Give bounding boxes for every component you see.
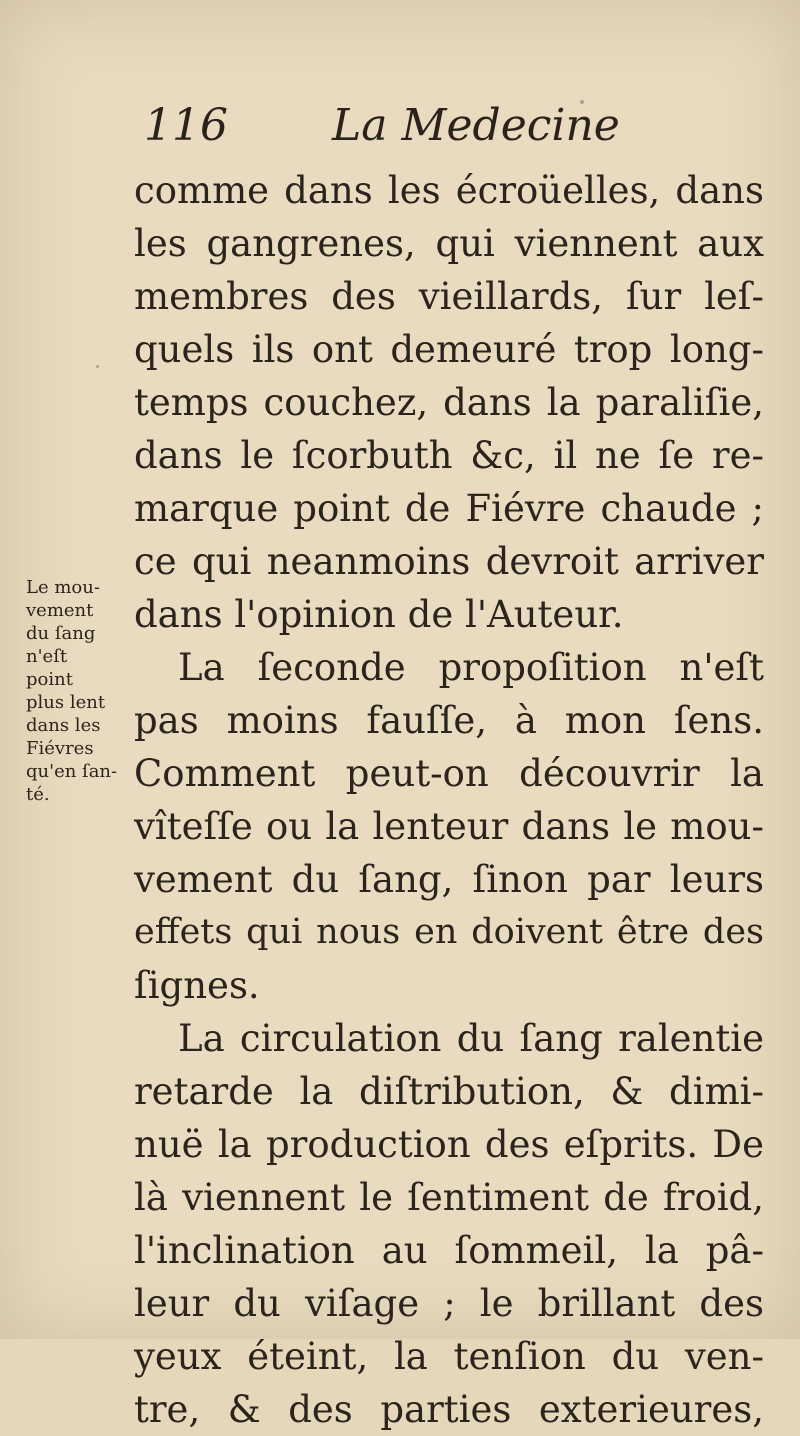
text-line: l'inclination au ſommeil, la pâ- <box>134 1229 764 1272</box>
paragraph-first-line: La ſeconde propoſition n'eſt <box>178 646 764 689</box>
margin-note-line: té. <box>26 784 50 805</box>
text-line: là viennent le ſentiment de froid, <box>134 1176 764 1219</box>
text-line: dans le ſcorbuth &c, il ne ſe re- <box>134 434 764 477</box>
text-line: leur du viſage ; le brillant des <box>134 1282 764 1325</box>
margin-note-line: n'eſt <box>26 646 68 667</box>
text-line: les gangrenes, qui viennent aux <box>134 222 764 265</box>
margin-note-line: Le mou- <box>26 577 100 598</box>
ink-speck <box>96 365 99 368</box>
margin-note <box>26 576 126 806</box>
text-line: yeux éteint, la tenſion du ven- <box>134 1335 764 1378</box>
text-line: Comment peut-on découvrir la <box>134 752 764 795</box>
text-line: comme dans les écroüelles, dans <box>134 169 764 212</box>
ink-speck <box>580 100 584 104</box>
text-line: temps couchez, dans la paraliſie, <box>134 381 764 424</box>
paragraph-first-line: La circulation du ſang ralentie <box>178 1017 764 1060</box>
margin-note-line: Fiévres <box>26 738 94 759</box>
margin-note-line: dans les <box>26 715 101 736</box>
text-line: quels ils ont demeuré trop long- <box>134 328 764 371</box>
running-title: La Medecine <box>332 100 620 151</box>
text-line: dans l'opinion de l'Auteur. <box>134 593 624 636</box>
text-line: effets qui nous en doivent être des <box>134 912 764 952</box>
text-line: membres des vieillards, ſur leſ- <box>134 275 764 318</box>
ink-speck <box>640 1300 644 1304</box>
text-line: vîteſſe ou la lenteur dans le mou- <box>134 805 764 848</box>
margin-note-line: vement <box>26 600 94 621</box>
text-line: retarde la diſtribution, & dimi- <box>134 1070 764 1113</box>
margin-note-line: du ſang <box>26 623 96 644</box>
text-line: marque point de Fiévre chaude ; <box>134 487 764 530</box>
text-line: tre, & des parties exterieures, <box>134 1388 764 1431</box>
text-line: ſignes. <box>134 964 260 1007</box>
body-text <box>134 164 764 1436</box>
page-header <box>0 100 800 160</box>
margin-note-line: qu'en ſan- <box>26 761 118 782</box>
page-number: 116 <box>144 100 228 151</box>
text-line: pas moins fauſſe, à mon ſens. <box>134 699 764 742</box>
margin-note-line: point <box>26 669 73 690</box>
text-line: nuë la production des eſprits. De <box>134 1123 764 1166</box>
margin-note-line: plus lent <box>26 692 106 713</box>
text-line: ce qui neanmoins devroit arriver <box>134 540 764 583</box>
text-line: vement du ſang, ſinon par leurs <box>134 858 764 901</box>
